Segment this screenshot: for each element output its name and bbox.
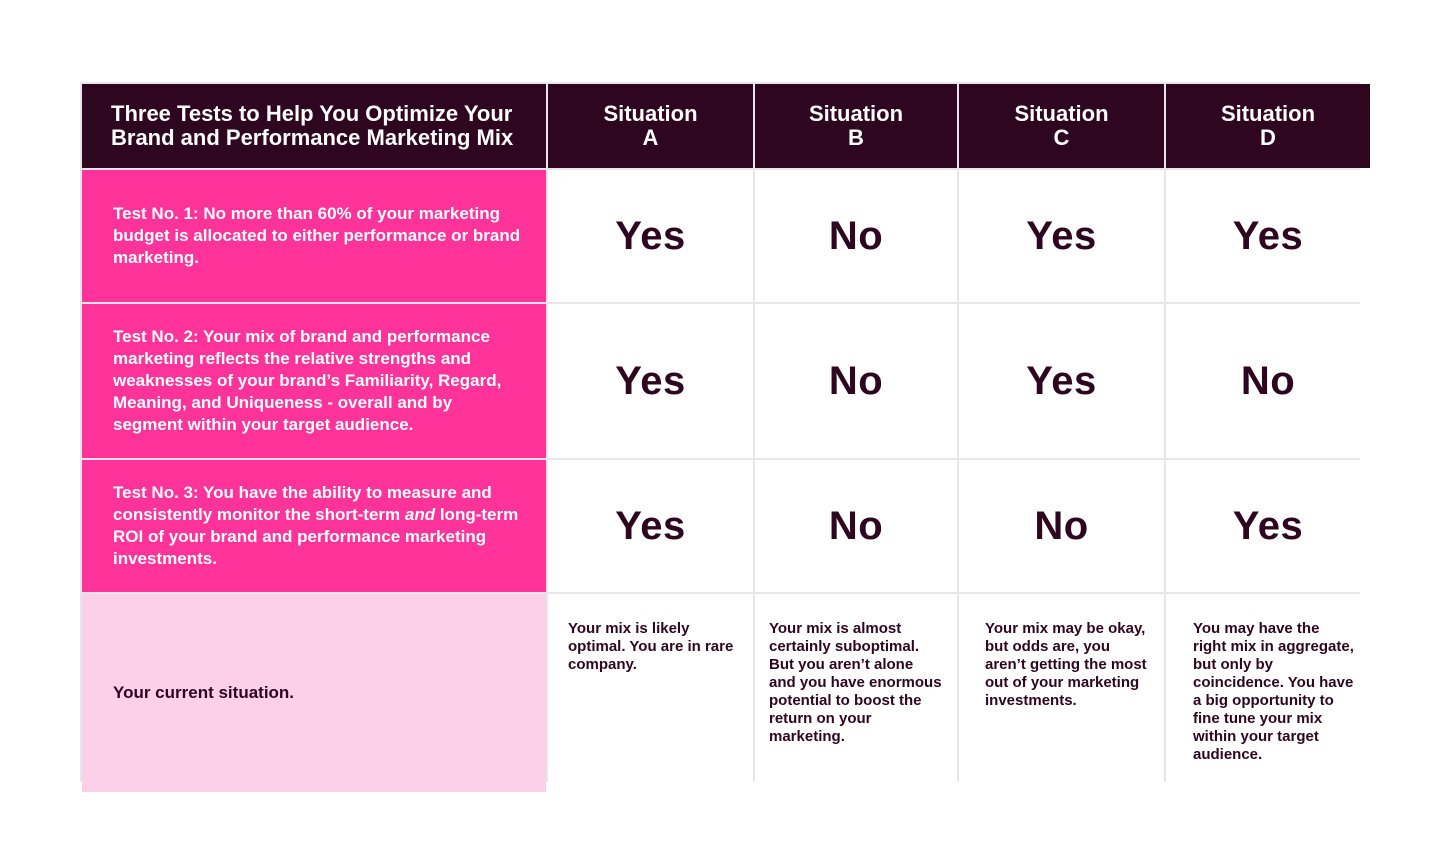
current-situation-label: Your current situation. — [82, 594, 546, 792]
test-1-text: Test No. 1: No more than 60% of your marketing budget is allocated to either performance or brand marketing. — [113, 204, 521, 267]
column-header-letter: D — [1260, 125, 1276, 150]
table-title-line-2: Brand and Performance Marketing Mix — [111, 125, 514, 150]
table-title-line-1: Three Tests to Help You Optimize Your — [111, 101, 513, 126]
column-header-situation-d — [1166, 84, 1370, 168]
verdict-situation-d: You may have the right mix in aggregate, but only by coincidence. You have a big opportunity to fine tune your mix within your target audience. — [1166, 594, 1370, 792]
verdict-situation-b: Your mix is almost certainly suboptimal. But you aren’t alone and you have enormous potential to boost the return on your marketing. — [755, 594, 957, 792]
table-title — [82, 84, 546, 168]
column-header-situation-a — [548, 84, 753, 168]
test-2-label — [82, 304, 546, 458]
test-1-answer-c: Yes — [959, 170, 1164, 302]
test-1-label — [82, 170, 546, 302]
test-1-answer-d: Yes — [1166, 170, 1370, 302]
column-header-label: Situation — [1220, 101, 1316, 126]
column-header-letter: C — [1053, 125, 1070, 150]
column-header-label: Situation — [1014, 101, 1109, 126]
test-2-answer-a: Yes — [548, 304, 753, 458]
column-header-situation-c — [959, 84, 1164, 168]
test-3-text-italic: and — [404, 505, 436, 524]
test-1-answer-b: No — [755, 170, 957, 302]
test-2-text: Test No. 2: Your mix of brand and performance marketing reflects the relative strengths and weaknesses of your brand’s Familiarity, Regard, Meaning, and Uniqueness - overall and by segment within your target audience. — [113, 327, 502, 434]
test-3-text — [113, 482, 522, 570]
verdict-situation-a: Your mix is likely optimal. You are in rare company. — [548, 594, 753, 792]
test-3-answer-a: Yes — [548, 460, 753, 592]
test-2-answer-d: No — [1166, 304, 1370, 458]
marketing-mix-table — [80, 82, 1360, 782]
verdict-situation-c: Your mix may be okay, but odds are, you aren’t getting the most out of your marketing investments. — [959, 594, 1164, 792]
test-3-answer-c: No — [959, 460, 1164, 592]
column-header-letter: A — [642, 125, 659, 150]
column-header-letter: B — [848, 125, 864, 150]
test-1-answer-a: Yes — [548, 170, 753, 302]
column-header-situation-b — [755, 84, 957, 168]
test-3-text-before: Test No. 3: You have the ability to measure and consistently monitor the short-term — [113, 483, 492, 524]
test-2-answer-b: No — [755, 304, 957, 458]
test-3-label — [82, 460, 546, 592]
test-3-text-after: long-term ROI of your brand and performance marketing investments. — [113, 505, 519, 568]
column-header-label: Situation — [808, 101, 904, 126]
test-2-answer-c: Yes — [959, 304, 1164, 458]
test-3-answer-d: Yes — [1166, 460, 1370, 592]
test-3-answer-b: No — [755, 460, 957, 592]
column-header-label: Situation — [603, 101, 698, 126]
